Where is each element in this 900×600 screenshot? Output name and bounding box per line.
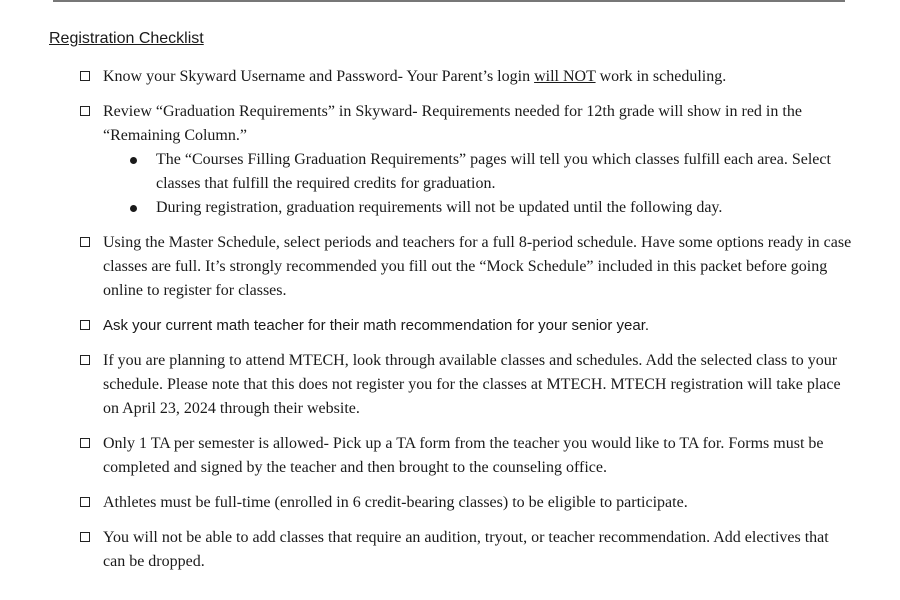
checklist-item-graduation-requirements: [79, 100, 854, 220]
sub-bullet-text: The “Courses Filling Graduation Requirements” pages will tell you which classes fulfill each area. Select classes that fulfill the required credits for graduation.: [156, 151, 831, 192]
item-text-end: work in scheduling.: [595, 68, 727, 85]
checklist-item-auditions: [79, 526, 854, 574]
checkbox-icon[interactable]: [80, 106, 90, 116]
top-divider: [53, 0, 845, 2]
checkbox-icon[interactable]: [80, 355, 90, 365]
item-text: Review “Graduation Requirements” in Skyward- Requirements needed for 12th grade will show in red in the “Remaining Column.”: [103, 103, 802, 144]
item-text: You will not be able to add classes that require an audition, tryout, or teacher recommendation. Add electives that can be dropped.: [103, 529, 829, 570]
item-text: Know your Skyward Username and Password- Your Parent’s login: [103, 68, 535, 85]
checklist-item-skyward-login: [79, 65, 854, 89]
checkbox-icon[interactable]: [80, 320, 90, 330]
item-emphasis: will NOT: [534, 68, 596, 85]
checklist-item-master-schedule: [79, 231, 854, 303]
checkbox-icon[interactable]: [80, 71, 90, 81]
sub-bullet-item: [103, 196, 854, 220]
page-title: Registration Checklist: [49, 30, 204, 47]
sub-bullet-text: During registration, graduation requirements will not be updated until the following day.: [156, 199, 723, 216]
checkbox-icon[interactable]: [80, 532, 90, 542]
sub-bullet-item: [103, 148, 854, 196]
sub-bullet-list: [103, 148, 854, 220]
bullet-icon: [130, 205, 137, 212]
checklist: [79, 65, 854, 585]
checkbox-icon[interactable]: [80, 438, 90, 448]
checklist-item-ta: [79, 432, 854, 480]
checklist-item-mtech: [79, 349, 854, 421]
checklist-item-math-recommendation: [79, 314, 854, 338]
item-text: Only 1 TA per semester is allowed- Pick up a TA form from the teacher you would like to TA for. Forms must be completed and signed by the teacher and then brought to the counseling office.: [103, 435, 824, 476]
bullet-icon: [130, 157, 137, 164]
checkbox-icon[interactable]: [80, 237, 90, 247]
checklist-item-athletes: [79, 491, 854, 515]
checkbox-icon[interactable]: [80, 497, 90, 507]
item-text: Athletes must be full-time (enrolled in 6 credit-bearing classes) to be eligible to participate.: [103, 494, 688, 511]
item-text: If you are planning to attend MTECH, look through available classes and schedules. Add the selected class to your schedule. Please note that this does not register you for the classes at MTECH. MTECH registration will take place on April 23, 2024 through their website.: [103, 352, 841, 417]
item-text: Using the Master Schedule, select periods and teachers for a full 8-period schedule. Have some options ready in case classes are full. It’s strongly recommended you fill out the “Mock Schedule” included in this packet before going online to register for classes.: [103, 234, 852, 299]
item-text: Ask your current math teacher for their math recommendation for your senior year.: [103, 317, 650, 334]
